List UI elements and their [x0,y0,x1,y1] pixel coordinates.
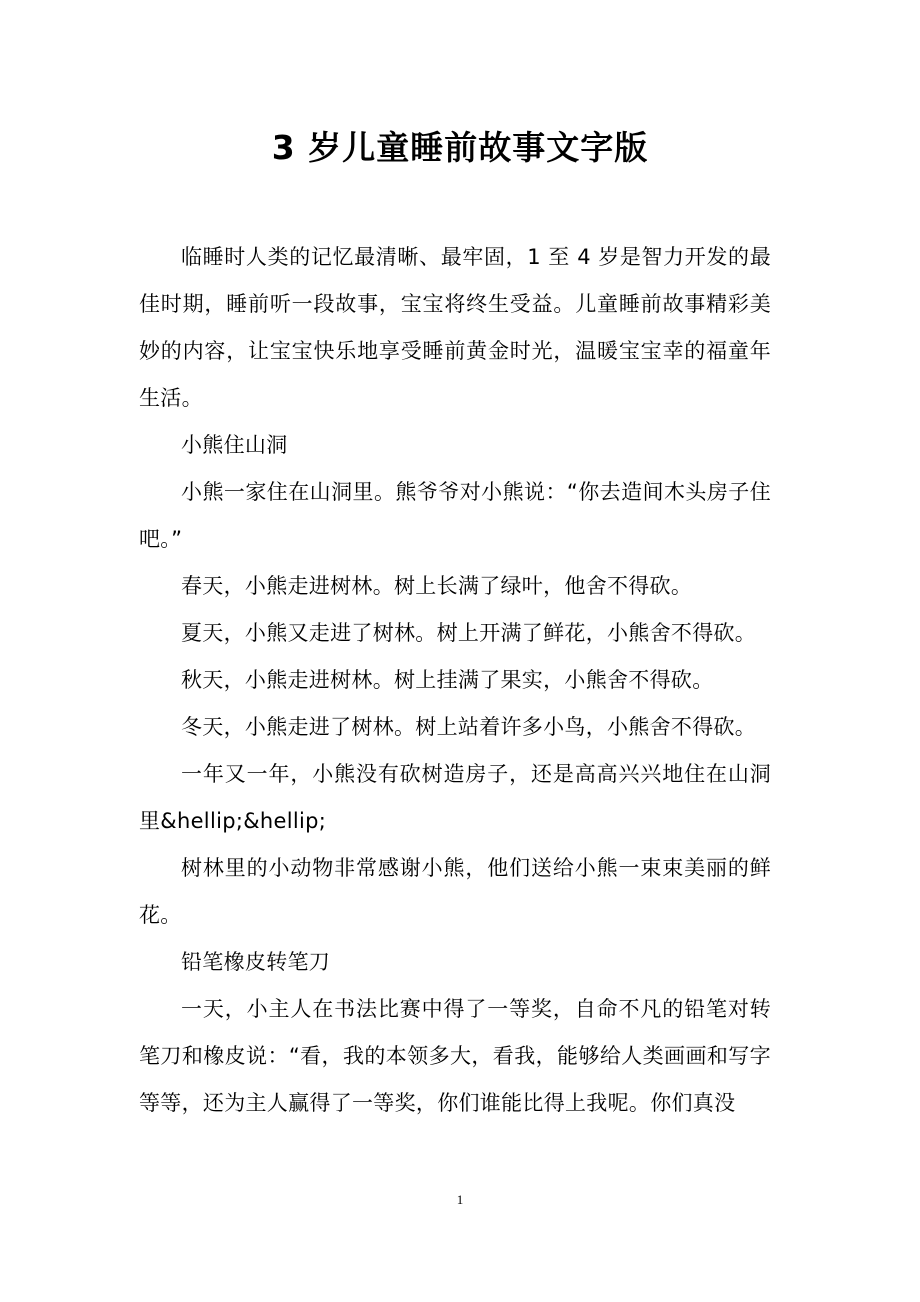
page-number: 1 [456,1192,464,1207]
story-paragraph: 秋天，小熊走进树林。树上挂满了果实，小熊舍不得砍。 [181,668,714,692]
document-title: 3 岁儿童睡前故事文字版 [271,128,649,167]
story-paragraph: 夏天，小熊又走进了树林。树上开满了鲜花，小熊舍不得砍。 [181,621,757,645]
story-paragraph: 冬天，小熊走进了树林。树上站着许多小鸟，小熊舍不得砍。 [181,715,757,739]
story-paragraph: 一天，小主人在书法比赛中得了一等奖，自命不凡的铅笔对转笔刀和橡皮说：“看，我的本领多大，看我，能够给人类画画和写字等等，还为主人赢得了一等奖，你们谁能比得上我呢。你们真没 [139,997,771,1115]
story-heading-pencil: 铅笔橡皮转笔刀 [181,950,331,974]
story-paragraph: 小熊一家住在山洞里。熊爷爷对小熊说：“你去造间木头房子住吧。” [139,480,771,551]
story-paragraph: 春天，小熊走进树林。树上长满了绿叶，他舍不得砍。 [181,574,693,598]
story-heading-bear: 小熊住山洞 [181,433,288,457]
document-body [139,234,771,1127]
story-paragraph: 树林里的小动物非常感谢小熊，他们送给小熊一束束美丽的鲜花。 [139,856,771,927]
intro-paragraph: 临睡时人类的记忆最清晰、最牢固，1 至 4 岁是智力开发的最佳时期，睡前听一段故事，宝宝将终生受益。儿童睡前故事精彩美妙的内容，让宝宝快乐地享受睡前黄金时光，温暖宝宝幸的福童年生活。 [139,245,771,410]
story-paragraph: 一年又一年，小熊没有砍树造房子，还是高高兴兴地住在山洞里&hellip;&hellip; [139,762,771,833]
